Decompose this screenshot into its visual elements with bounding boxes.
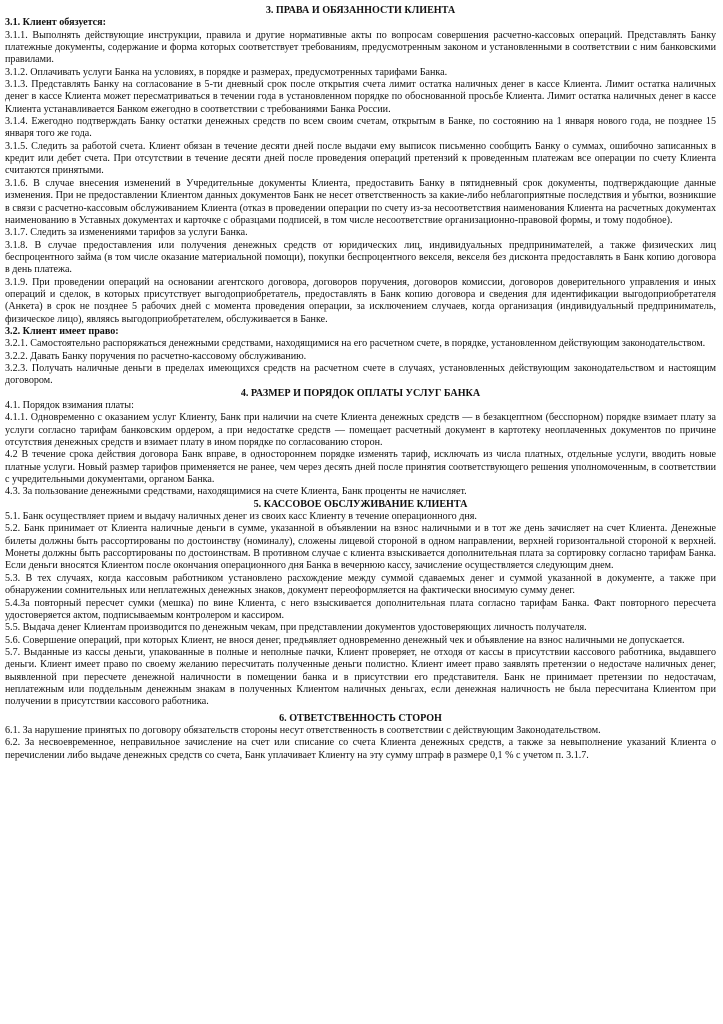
section-3-heading: 3. ПРАВА И ОБЯЗАННОСТИ КЛИЕНТА	[265, 5, 456, 16]
clause-5-2: 5.2. Банк принимает от Клиента наличные деньги в сумме, указанной в объявлении на взнос наличными и в тот же день зачисляет на счет Клиента. Денежные билеты должны быть рассортированы по достоинству (номиналу), сложены лицевой стороной в одном направлении, верхней горизонтальной стороной к верхней. Монеты должны быть рассортированы по достоинствам. В противном случае с клиента взыскивается дополнительная плата за сортировку согласно тарифам Банка. Если деньги вносятся Клиентом после окончания операционного дня Банка в вечернюю кассу, зачисление осуществляется следующим днем.	[5, 523, 716, 572]
subsection-3-2-heading: 3.2. Клиент имеет право:	[5, 325, 119, 337]
clause-3-1-8: 3.1.8. В случае предоставления или получения денежных средств от юридических лиц, индивидуальных предпринимателей, а также физических лиц беспроцентного займа (в том числе оказание материальной помощи), покупки беспроцентного векселя, векселя без дисконта предоставлять в Банк копию договора в день платежа.	[5, 239, 716, 276]
clause-5-7: 5.7. Выданные из кассы деньги, упакованные в полные и неполные пачки, Клиент проверяет, не отходя от кассы в присутствии кассового работника, выдавшего деньги. Клиент имеет право по своему желанию пересчитать полученные деньги полистно. Клиент имеет право заявлять претензии о недостаче наличных денег, выявленной при пересчете денежной наличности в помещении банка и в присутствии его представителя. Банк не принимает претензии по недостачам, неплатежным или поддельным денежным знакам в полученных Клиентом наличных деньгах, если денежная наличность не была пересчитана Клиентом при получении в присутствии кассового работника.	[5, 646, 716, 708]
clause-3-1-3: 3.1.3. Представлять Банку на согласование в 5-ти дневный срок после открытия счета лимит остатка наличных денег в кассе Клиента. Лимит остатка наличных денег в кассе Клиента может пересматриваться в течении года в установленном порядке по обоснованной просьбе Клиента. Лимит остатка наличных денег в кассе Клиента устанавливается Банком ежегодно в соответствии с требованиями Банка России.	[5, 79, 716, 115]
clause-5-5: 5.5. Выдача денег Клиентам производится по денежным чекам, при представлении документов удостоверяющих личность получателя.	[5, 622, 587, 634]
clause-5-1: 5.1. Банк осуществляет прием и выдачу наличных денег из своих касс Клиенту в течение операционного дня.	[5, 511, 477, 523]
section-4-heading: 4. РАЗМЕР И ПОРЯДОК ОПЛАТЫ УСЛУГ БАНКА	[240, 387, 481, 399]
clause-4-1-1: 4.1.1. Одновременно с оказанием услуг Клиенту, Банк при наличии на счете Клиента денежных средств — в безакцептном (бесспорном) порядке взимает плату за услуги согласно тарифам банковским ордером, а при недостатке средств — помещает расчетный документ в картотеку неоплаченных документов по причине отсутствия денежных средств и взимает плату в ином порядке по согласованию сторон.	[5, 412, 716, 449]
clause-5-3: 5.3. В тех случаях, когда кассовым работником установлено расхождение между суммой сдаваемых денег и суммой указанной в документе, а также при обнаружении сомнительных или неплатежных денежных знаков, документ переоформляется на фактически вносимую сумму денег.	[5, 572, 716, 597]
clause-3-1-4: 3.1.4. Ежегодно подтверждать Банку остатки денежных средств по всем своим счетам, открытым в Банке, по состоянию на 1 января нового года, не позднее 15 января того же года.	[5, 116, 716, 140]
clause-3-2-2: 3.2.2. Давать Банку поручения по расчетно-кассовому обслуживанию.	[5, 350, 307, 362]
clause-6-1: 6.1. За нарушение принятых по договору обязательств стороны несут ответственность в соответствии с действующим Законодательством.	[5, 724, 601, 736]
section-6-heading: 6. ОТВЕТСТВЕННОСТЬ СТОРОН	[279, 712, 442, 724]
clause-3-1-7: 3.1.7. Следить за изменениями тарифов за услуги Банка.	[5, 227, 248, 239]
clause-3-1-9: 3.1.9. При проведении операций на основании агентского договора, договоров поручения, договоров комиссии, договоров доверительного управления и иных операций и сделок, в которых присутствует выгодоприобретатель, предоставлять в Банк копию договора и сведения для идентификации выгодоприобретателя (Анкета) в срок не позднее 5 рабочих дней с момента проведения операции, за исключением случаев, когда организация (индивидуальный предприниматель, физическое лицо), являясь выгодоприобретателем, обслуживается в Банке.	[5, 276, 716, 325]
clause-4-3: 4.3. За пользование денежными средствами, находящимися на счете Клиента, Банк проценты не начисляет.	[5, 486, 467, 498]
clause-4-1: 4.1. Порядок взимания платы:	[5, 400, 134, 411]
clause-5-6: 5.6. Совершение операций, при которых Клиент, не внося денег, предъявляет одновременно денежный чек и объявление на взнос наличными не допускается.	[5, 634, 685, 646]
clause-3-2-1: 3.2.1. Самостоятельно распоряжаться денежными средствами, находящимися на его расчетном счете, в порядке, установленном действующим законодательством.	[5, 338, 706, 350]
clause-3-1-1: 3.1.1. Выполнять действующие инструкции, правила и другие нормативные акты по вопросам совершения расчетно-кассовых операций. Представлять Банку платежные документы, содержание и форма которых соответствует требованиям, предусмотренным законом и установленными в соответствии с ним банковскими правилами.	[5, 29, 716, 66]
section-5-heading: 5. КАССОВОЕ ОБСЛУЖИВАНИЕ КЛИЕНТА	[253, 498, 468, 510]
clause-3-1-6: 3.1.6. В случае внесения изменений в Учредительные документы Клиента, предоставить Банку в пятидневный срок документы, подтверждающие данные изменения. При не предоставлении Клиентом данных документов Банк не несет ответственность за какие-либо неблагоприятные последствия и убытки, возникшие в связи с расчетно-кассовым обслуживанием Клиента (отказ в проведении операции по счету из-за несоответствия наименования Клиента на расчетных документах наименованию в Уставных документах и карточке с образцами подписей, в том числе несоответствие организационно-правовой формы, и тому подобное).	[5, 177, 716, 226]
clause-3-2-3: 3.2.3. Получать наличные деньги в пределах имеющихся средств на расчетном счете в случаях, установленных действующим законодательством и настоящим договором.	[5, 362, 716, 387]
clause-4-2: 4.2 В течение срока действия договора Банк вправе, в одностороннем порядке изменять тариф, исключать из числа платных, отдельные услуги, вводить новые платные услуги. Новый размер тарифов применяется не ранее, чем через десять дней после принятия соответствующего решения уполномоченным, в соответствии с учредительными документами, органом Банка.	[5, 449, 716, 486]
subsection-3-1-heading: 3.1. Клиент обязуется:	[5, 17, 106, 29]
clause-3-1-5: 3.1.5. Следить за работой счета. Клиент обязан в течение десяти дней после выдачи ему выписок письменно сообщить Банку о суммах, ошибочно записанных в кредит или дебет счета. При отсутствии в течение десяти дней после проведения операций претензий к проведенным платежам все операции по счету Клиента считаются принятыми.	[5, 140, 716, 177]
clause-3-1-2: 3.1.2. Оплачивать услуги Банка на условиях, в порядке и размерах, предусмотренных тарифами Банка.	[5, 66, 448, 78]
clause-6-2: 6.2. За несвоевременное, неправильное зачисление на счет или списание со счета Клиента денежных средств, а также за невыполнение указаний Клиента о перечислении либо выдаче денежных средств со счета, Банк уплачивает Клиенту на эту сумму штраф в размере 0,1 % с учетом п. 3.1.7.	[5, 737, 716, 761]
clause-5-4: 5.4.За повторный пересчет сумки (мешка) по вине Клиента, с него взыскивается дополнительная плата согласно тарифам Банка. Факт повторного пересчета удостоверяется актом, подписываемым контролером и кассиром.	[5, 597, 716, 621]
